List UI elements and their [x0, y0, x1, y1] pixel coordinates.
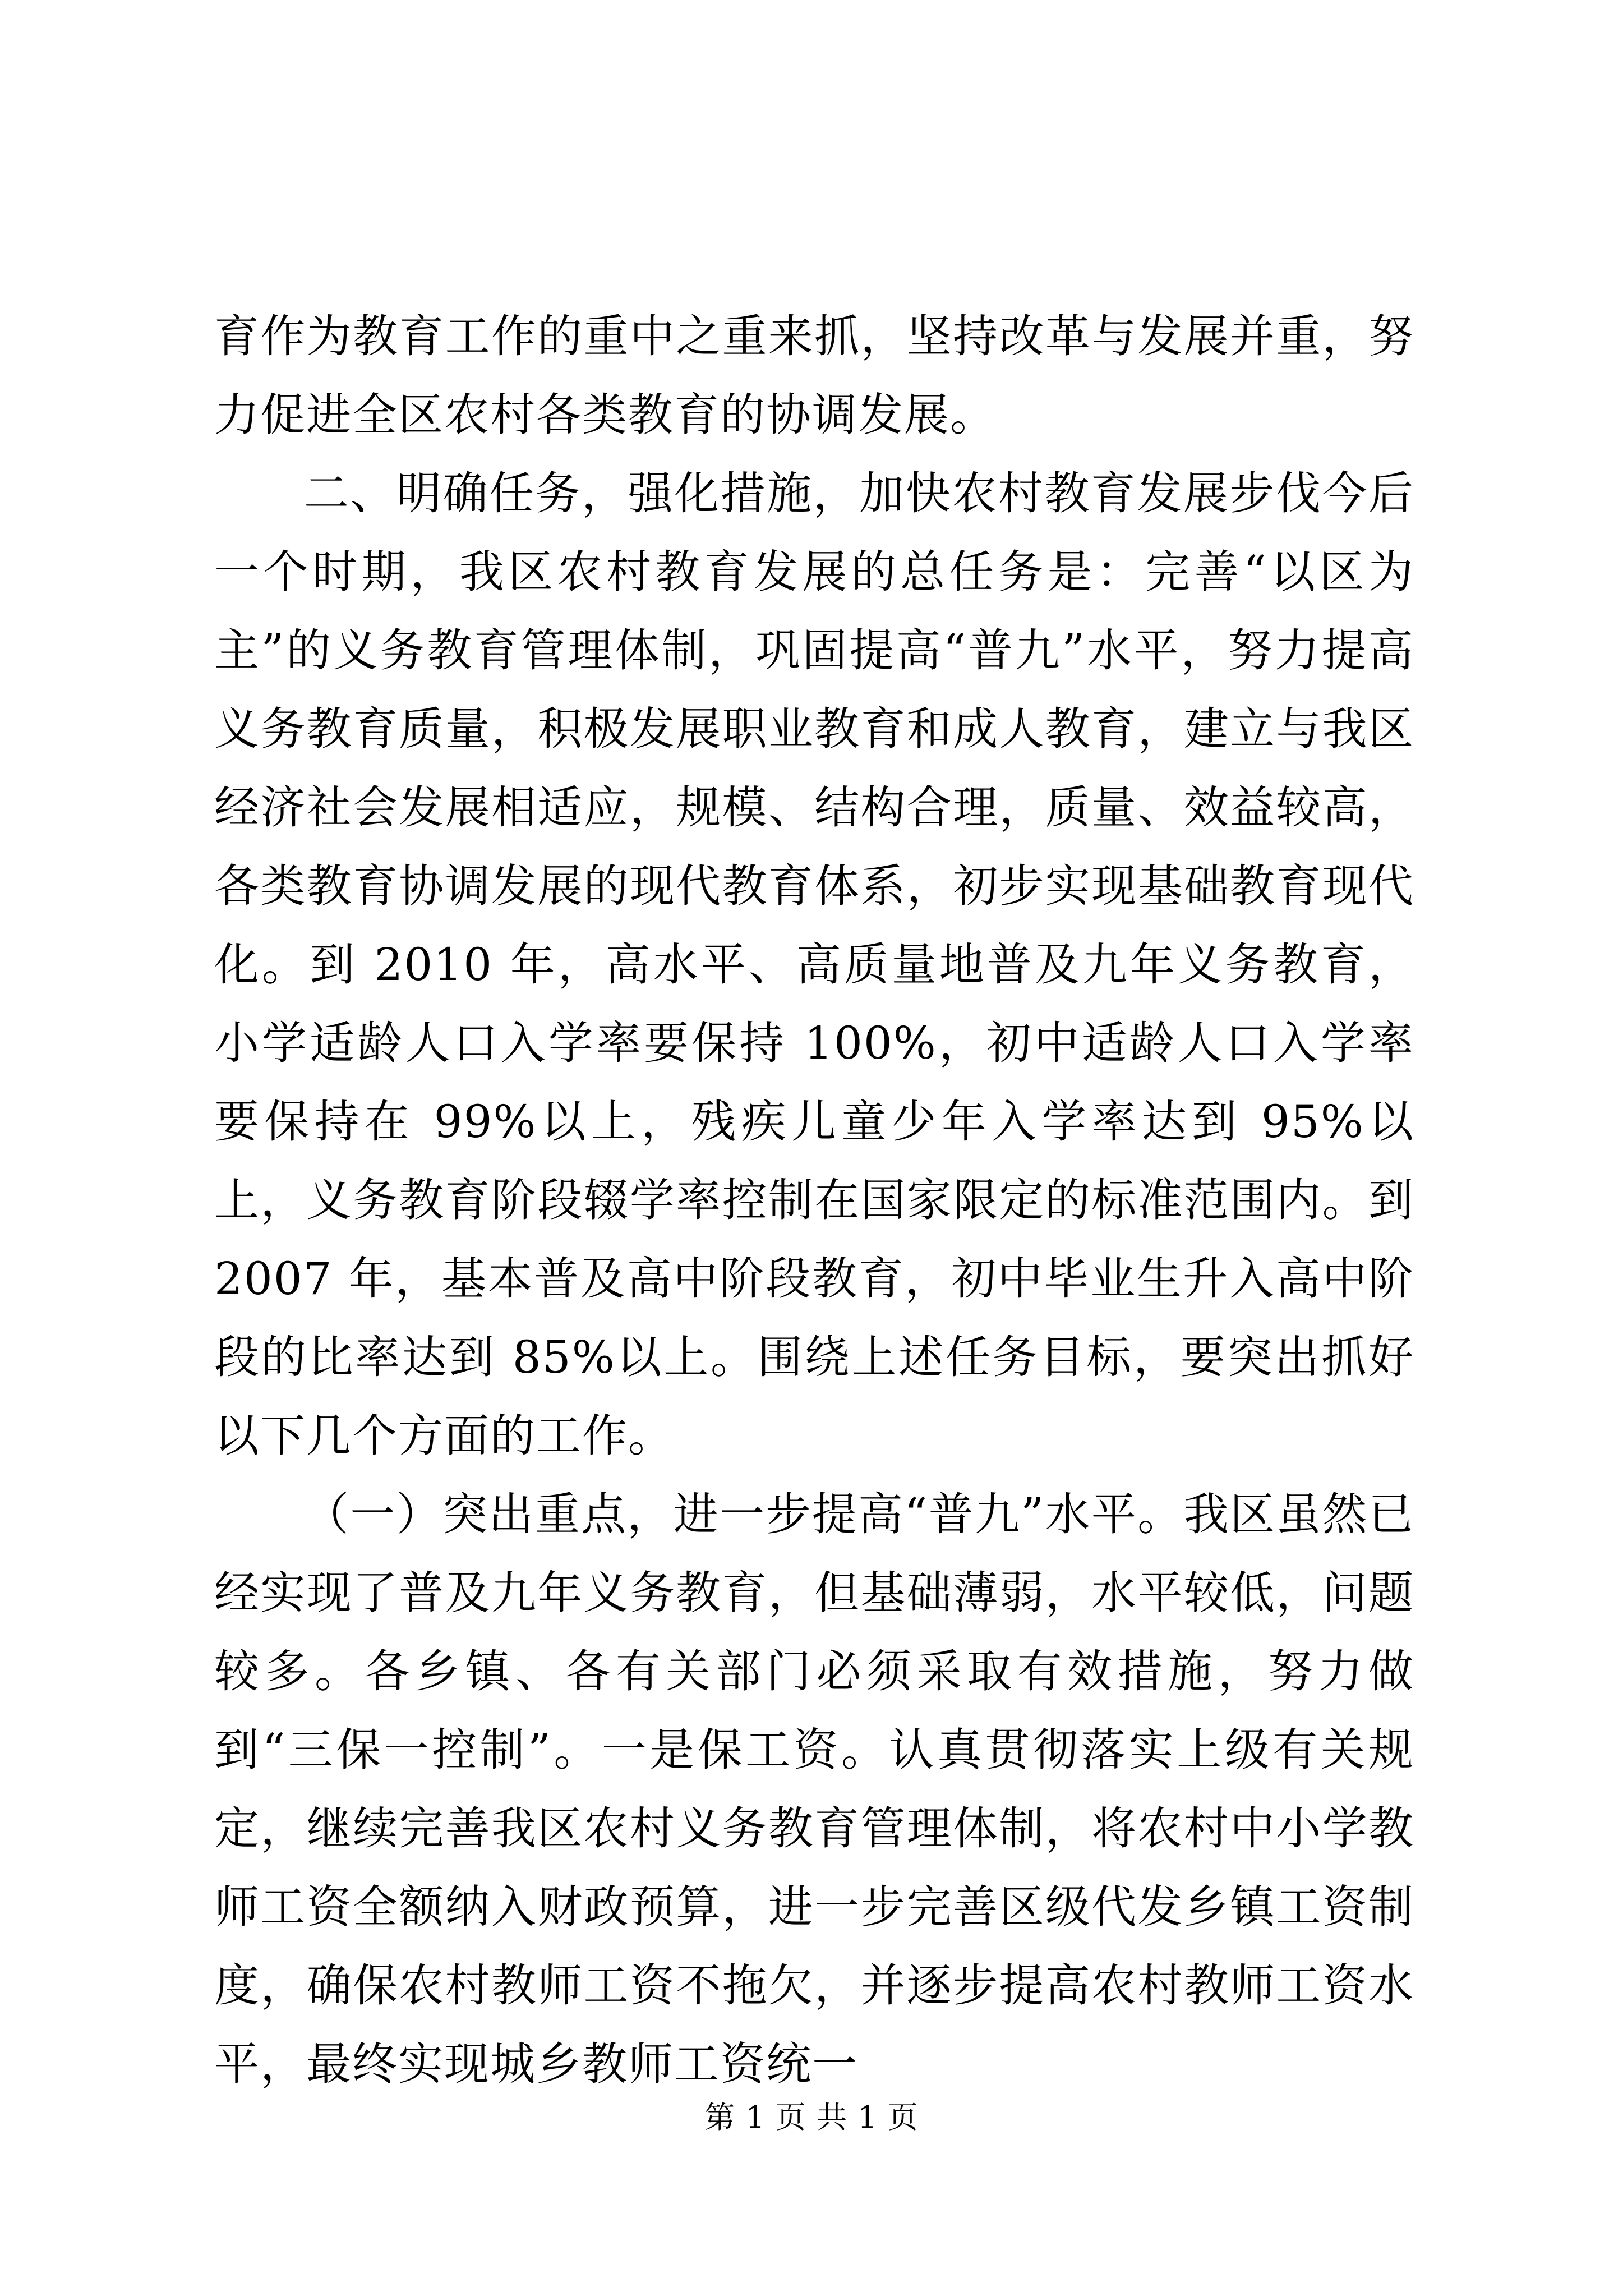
document-body [214, 297, 1414, 2104]
paragraph-section-two: 二、明确任务，强化措施，加快农村教育发展步伐今后一个时期，我区农村教育发展的总任务是：完善“以区为主”的义务教育管理体制，巩固提高“普九”水平，努力提高义务教育质量，积极发展职业教育和成人教育，建立与我区经济社会发展相适应，规模、结构合理，质量、效益较高，各类教育协调发展的现代教育体系，初步实现基础教育现代化。到 2010 年，高水平、高质量地普及九年义务教育，小学适龄人口入学率要保持 100%，初中适龄人口入学率要保持在 99%以上，残疾儿童少年入学率达到 95%以上，义务教育阶段辍学率控制在国家限定的标准范围内。到 2007 年，基本普及高中阶段教育，初中毕业生升入高中阶段的比率达到 85%以上。围绕上述任务目标，要突出抓好以下几个方面的工作。 [214, 467, 1414, 1462]
paragraph-subsection-one: （一）突出重点，进一步提高“普九”水平。我区虽然已经实现了普及九年义务教育，但基础薄弱，水平较低，问题较多。各乡镇、各有关部门必须采取有效措施，努力做到“三保一控制”。一是保工资。认真贯彻落实上级有关规定，继续完善我区农村义务教育管理体制，将农村中小学教师工资全额纳入财政预算，进一步完善区级代发乡镇工资制度，确保农村教师工资不拖欠，并逐步提高农村教师工资水平，最终实现城乡教师工资统一 [214, 1488, 1414, 2090]
page-footer [0, 2098, 1623, 2137]
paragraph-continuation: 育作为教育工作的重中之重来抓，坚持改革与发展并重，努力促进全区农村各类教育的协调发展。 [214, 310, 1414, 441]
page-number-label: 第 1 页 共 1 页 [704, 2100, 919, 2135]
